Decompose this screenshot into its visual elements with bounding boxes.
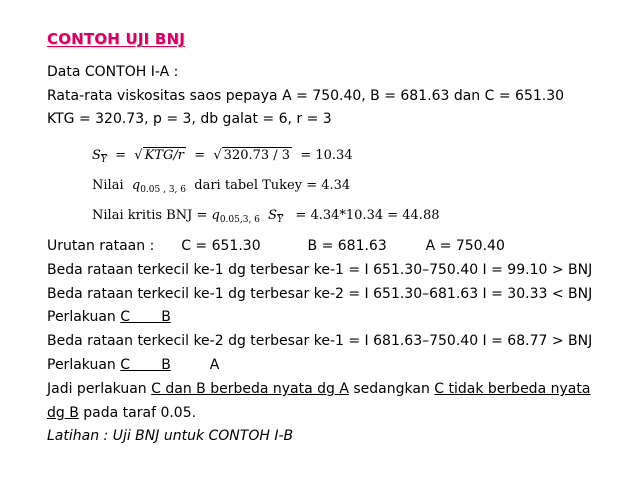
sy-subscript: Y <box>100 155 107 165</box>
perlakuan-2 <box>47 357 219 373</box>
jadi-mid: sedangkan <box>353 381 430 397</box>
jadi-post: pada taraf 0.05. <box>83 405 197 421</box>
data-label: Data CONTOH I-A : <box>47 64 179 80</box>
urutan-b: B = 681.63 <box>307 238 387 254</box>
jadi-pre: Jadi perlakuan <box>47 381 147 397</box>
perlakuan-2-b: B <box>161 357 171 373</box>
perlakuan-1-c: C <box>120 309 131 325</box>
ktg-text: KTG = 320.73, p = 3, db galat = 6, r = 3 <box>47 111 332 127</box>
jadi-u1: C dan B berbeda nyata dg A <box>151 381 349 397</box>
urutan-row <box>47 238 505 254</box>
perlakuan-2-group <box>120 357 171 373</box>
bnj-sy-subscript: Y <box>277 215 284 225</box>
perlakuan-2-a: A <box>209 357 220 373</box>
perlakuan-1 <box>47 309 171 325</box>
kesimpulan-1 <box>47 381 590 397</box>
formula-sy: $S_{\overline{Y}}$ = √ KTG/r = √ 320.73 / 3 = 10.34 <box>92 148 353 165</box>
bnj-sy-symbol: S <box>268 208 278 223</box>
jadi-u2: C tidak berbeda nyata <box>434 381 591 397</box>
slide-title: CONTOH UJI BNJ <box>47 30 186 48</box>
bnj-subscript: 0.05,3, 6 <box>219 215 260 225</box>
perlakuan-1-b: B <box>161 309 171 325</box>
means-text: Rata-rata viskositas saos pepaya A = 750.40, B = 681.63 dan C = 651.30 <box>47 88 565 104</box>
latihan-text: Latihan : Uji BNJ untuk CONTOH I-B <box>47 428 294 444</box>
beda-3: Beda rataan terkecil ke-2 dg terbesar ke-1 = I 681.63–750.40 I = 68.77 > BNJ <box>47 333 593 349</box>
q-subscript: 0.05 , 3, 6 <box>140 185 186 195</box>
perlakuan-2-c: C <box>120 357 131 373</box>
q-label: Nilai <box>92 178 124 193</box>
urutan-label: Urutan rataan : <box>47 238 155 254</box>
beda-1: Beda rataan terkecil ke-1 dg terbesar ke-1 = I 651.30–750.40 I = 99.10 > BNJ <box>47 262 593 278</box>
q-text: dari tabel Tukey = 4.34 <box>194 178 351 193</box>
jadi-u3: dg B <box>47 405 79 421</box>
sy-result: = 10.34 <box>300 148 353 163</box>
bnj-label: Nilai kritis BNJ = <box>92 208 208 223</box>
formula-q: Nilai $q_{0.05 , 3, 6}$ dari tabel Tukey = 4.34 <box>92 178 351 195</box>
perlakuan-2-label: Perlakuan <box>47 357 116 373</box>
kesimpulan-2 <box>47 405 196 421</box>
sy-symbol: S <box>92 148 101 163</box>
perlakuan-1-label: Perlakuan <box>47 309 116 325</box>
beda-2: Beda rataan terkecil ke-1 dg terbesar ke-2 = I 651.30–681.63 I = 30.33 < BNJ <box>47 286 593 302</box>
sy-expression: KTG/r <box>144 148 184 163</box>
bnj-calculation: = 4.34*10.34 = 44.88 <box>295 208 440 223</box>
perlakuan-1-group <box>120 309 171 325</box>
formula-bnj: Nilai kritis BNJ = $q_{0.05,3, 6}$ $S_{\overline{Y}}$ = 4.34*10.34 = 44.88 <box>92 208 440 225</box>
urutan-a: A = 750.40 <box>425 238 505 254</box>
sy-calculation: 320.73 / 3 <box>223 148 291 163</box>
urutan-c: C = 651.30 <box>181 238 261 254</box>
